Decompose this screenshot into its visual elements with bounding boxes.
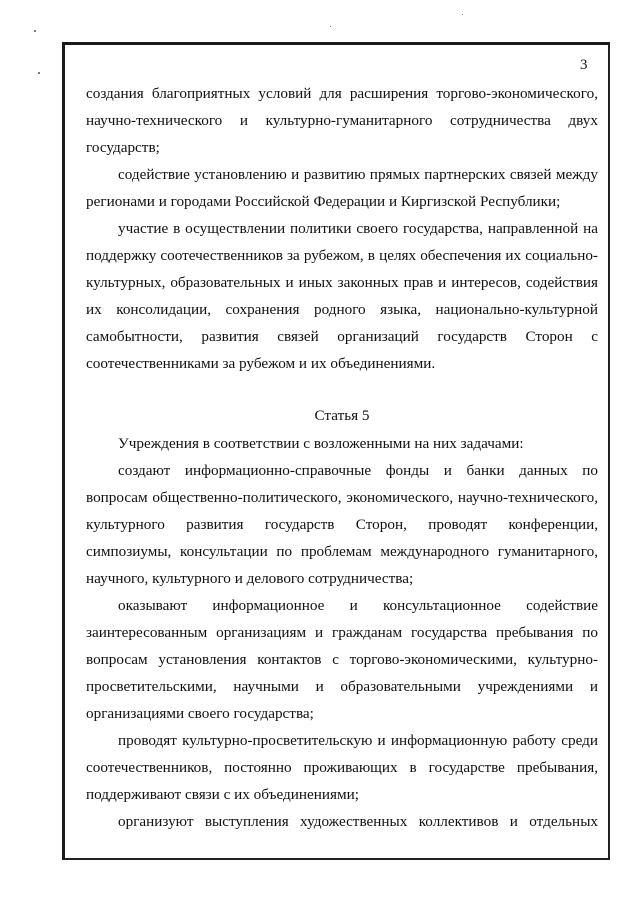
article-item-info-funds: создают информационно-справочные фонды и банки данных по вопросам общественно-политического, экономического, научно-технического, культурного развития государств Сторон, проводят конференции, симпозиумы, консультации по проблемам международного гуманитарного, научного, культурного и делового сотрудничества; bbox=[86, 462, 598, 587]
scan-speck bbox=[330, 26, 331, 27]
paragraph-continuation: создания благоприятных условий для расширения торгово-экономического, научно-технического и культурно-гуманитарного сотрудничества двух государств; bbox=[86, 85, 598, 156]
article-item-consulting: оказывают информационное и консультационное содействие заинтересованным организациям и гражданам государства пребывания по вопросам установления контактов с торгово-экономическими, культурно-просветительскими, научными и образовательными учреждениями и организациями своего государства; bbox=[86, 597, 598, 722]
page-number: 3 bbox=[580, 57, 588, 73]
article-item-performances: организуют выступления художественных коллективов и отдельных bbox=[118, 813, 598, 830]
article-item-cultural-work: проводят культурно-просветительскую и информационную работу среди соотечественников, постоянно проживающих в государстве пребывания, поддерживают связи с их объединениями; bbox=[86, 732, 598, 803]
article-heading: Статья 5 bbox=[314, 407, 370, 424]
paragraph-compatriots-policy: участие в осуществлении политики своего государства, направленной на поддержку соотечественников за рубежом, в целях обеспечения их социально-культурных, образовательных и иных законных прав и интересов, содействия их консолидации, сохранения родного языка, национально-культурной самобытности, развития связей организаций государств Сторон с соотечественниками за рубежом и их объединениями. bbox=[86, 220, 598, 372]
scan-speck bbox=[462, 14, 463, 15]
document-body bbox=[86, 80, 598, 835]
article-intro: Учреждения в соответствии с возложенными на них задачами: bbox=[118, 435, 524, 452]
scan-speck bbox=[34, 30, 36, 32]
paragraph-partner-links: содействие установлению и развитию прямых партнерских связей между регионами и городами Российской Федерации и Киргизской Республики; bbox=[86, 166, 598, 210]
scan-speck bbox=[38, 72, 40, 74]
